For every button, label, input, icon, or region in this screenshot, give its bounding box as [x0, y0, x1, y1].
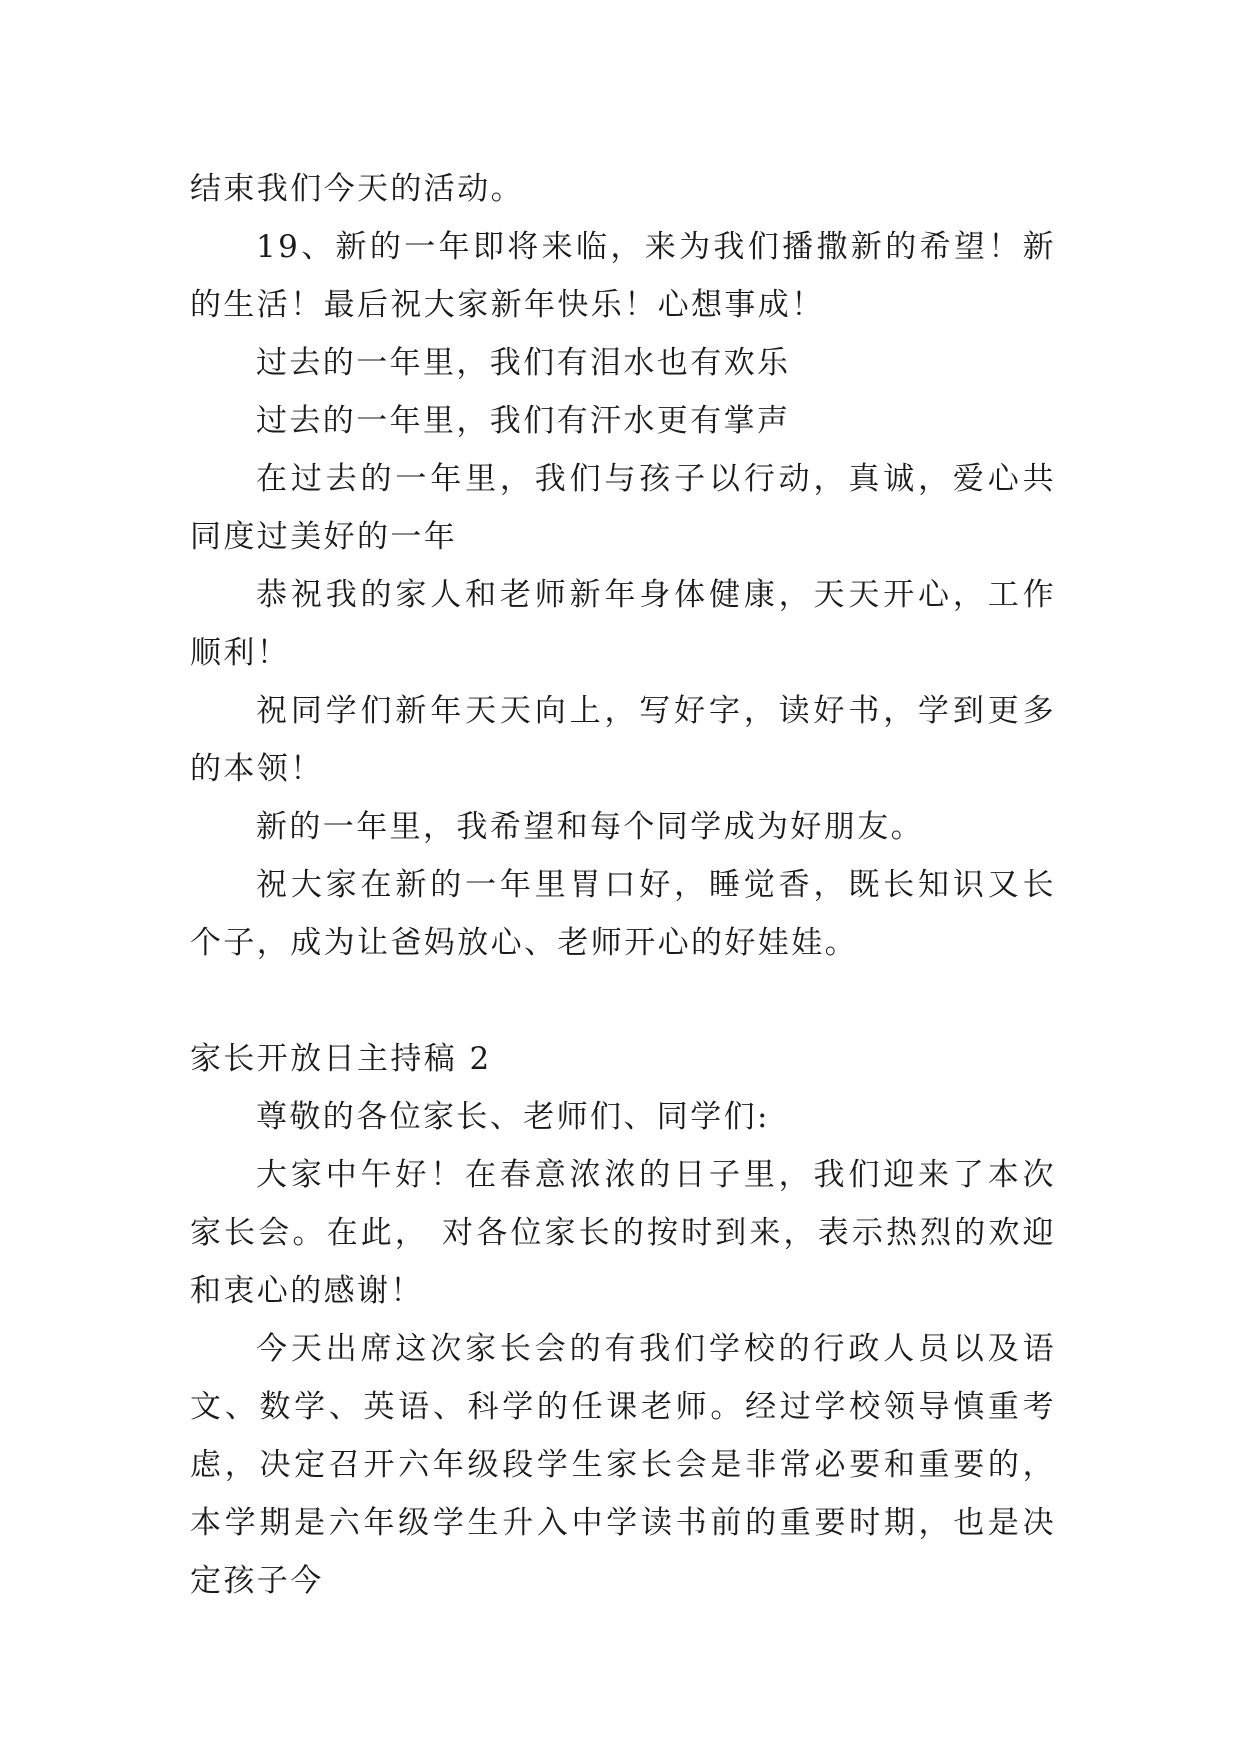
paragraph-welcome: 大家中午好！在春意浓浓的日子里，我们迎来了本次家长会。在此， 对各位家长的按时到来，表示热烈的欢迎和衷心的感谢！ [190, 1157, 1056, 1309]
paragraph-sweat-applause: 过去的一年里，我们有汗水更有掌声 [256, 403, 791, 439]
section-title: 家长开放日主持稿 2 [190, 1041, 492, 1077]
paragraph-wish-students: 祝同学们新年天天向上，写好字，读好书，学到更多的本领！ [190, 693, 1056, 787]
document-body [190, 160, 1056, 1610]
paragraph-past-year: 在过去的一年里，我们与孩子以行动，真诚，爱心共同度过美好的一年 [190, 461, 1056, 555]
paragraph-wish-family: 恭祝我的家人和老师新年身体健康，天天开心，工作顺利！ [190, 577, 1056, 671]
paragraph-greeting: 尊敬的各位家长、老师们、同学们: [256, 1099, 770, 1135]
paragraph-continuation: 结束我们今天的活动。 [190, 171, 524, 207]
section-spacer [190, 972, 1056, 1030]
paragraph-item-19: 19、新的一年即将来临，来为我们播撒新的希望！新的生活！最后祝大家新年快乐！心想事成！ [190, 229, 1056, 323]
paragraph-new-friends: 新的一年里，我希望和每个同学成为好朋友。 [256, 809, 924, 845]
paragraph-tears-joy: 过去的一年里，我们有泪水也有欢乐 [256, 345, 791, 381]
paragraph-wish-everyone: 祝大家在新的一年里胃口好，睡觉香，既长知识又长个子，成为让爸妈放心、老师开心的好娃娃。 [190, 867, 1056, 961]
paragraph-attendees: 今天出席这次家长会的有我们学校的行政人员以及语文、数学、英语、科学的任课老师。经过学校领导慎重考虑，决定召开六年级段学生家长会是非常必要和重要的，本学期是六年级学生升入中学读书前的重要时期，也是决定孩子今 [190, 1331, 1056, 1599]
